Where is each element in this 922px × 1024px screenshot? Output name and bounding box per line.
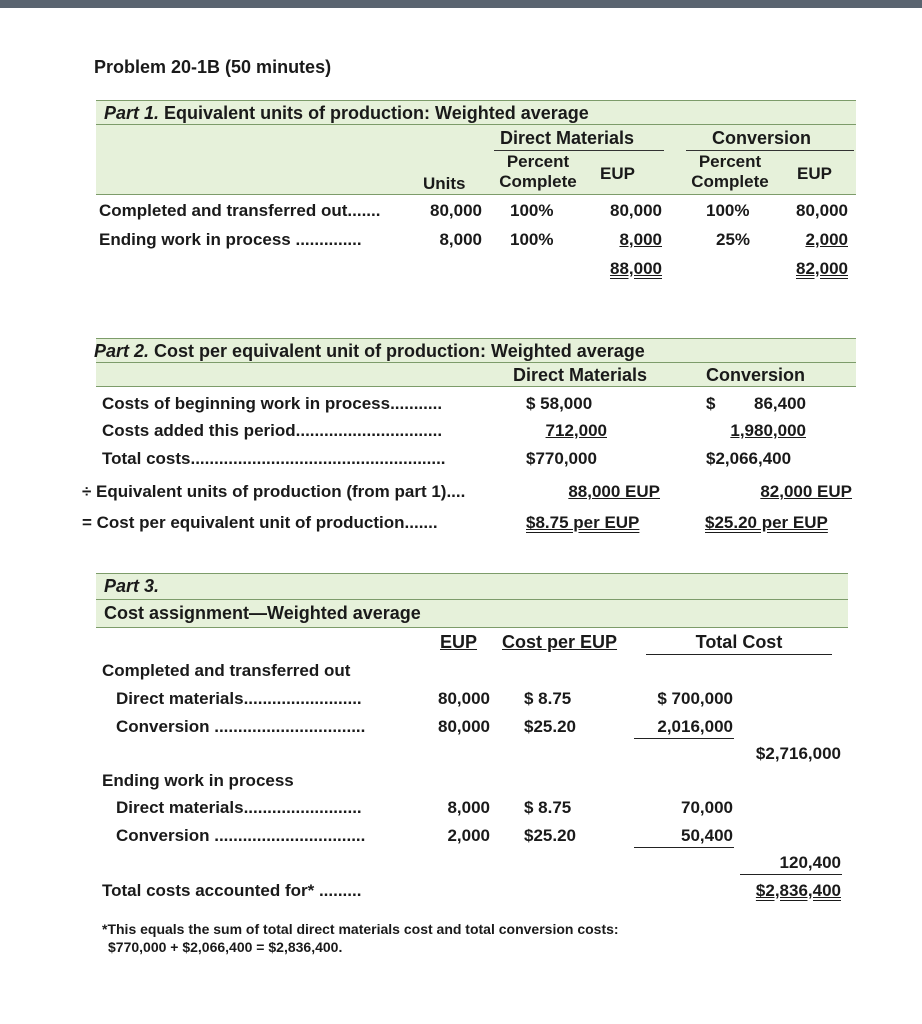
percent-header-line2: Complete <box>691 172 769 191</box>
part3-completed-conv-cpe: $25.20 <box>524 717 576 736</box>
part3-heading-text: Cost assignment—Weighted average <box>104 603 421 623</box>
part3-ending-total: 120,400 <box>779 853 841 872</box>
part2-heading-text: Cost per equivalent unit of production: Weighted average <box>154 341 645 361</box>
footnote-line2: $770,000 + $2,066,400 = $2,836,400. <box>108 939 343 955</box>
part3-completed-dm-cost: $ 700,000 <box>657 689 733 708</box>
part3-total-header: Total Cost <box>695 632 783 652</box>
part2-row-beginning-label: Costs of beginning work in process........... <box>102 394 443 413</box>
part1-row-completed-conv-pct: 100% <box>706 201 750 220</box>
percent-header-line1: Percent <box>506 152 570 171</box>
part1-conv-header-rule <box>686 150 854 151</box>
part1-title-rule <box>96 124 856 125</box>
part3-title-rule <box>96 599 848 600</box>
part1-dm-header: Direct Materials <box>500 128 635 148</box>
part3-ending-cost-rule <box>634 847 734 848</box>
part1-row-completed-conv-eup: 80,000 <box>796 201 848 220</box>
part2-cost-conv: $25.20 per EUP <box>705 513 828 532</box>
part2-row-added-label: Costs added this period............................... <box>102 421 443 440</box>
part2-row-beginning-conv: 86,400 <box>754 394 806 413</box>
part1-heading <box>104 103 589 124</box>
part3-ending-dm-cpe: $ 8.75 <box>524 798 572 817</box>
problem-title: Problem 20-1B (50 minutes) <box>94 57 332 77</box>
part2-eup-dm: 88,000 EUP <box>568 482 660 501</box>
part2-row-added-conv: 1,980,000 <box>730 421 806 440</box>
part1-units-header: Units <box>423 174 466 193</box>
part2-heading-label: Part 2. <box>94 341 150 361</box>
part3-completed-cost-rule <box>634 738 734 739</box>
part3-grand-label: Total costs accounted for* ......... <box>102 881 362 900</box>
part1-conv-eup-header: EUP <box>797 164 832 183</box>
part2-row-beginning-conv-sign: $ <box>706 394 716 413</box>
part2-eup-label: ÷ Equivalent units of production (from part 1).... <box>82 482 466 501</box>
part3-ending-total-rule <box>740 874 842 875</box>
part2-dm-header: Direct Materials <box>513 365 648 385</box>
part2-row-total-conv: $2,066,400 <box>706 449 792 468</box>
part1-row-completed-label: Completed and transferred out....... <box>99 201 381 220</box>
part3-ending-conv-cost: 50,400 <box>681 826 733 845</box>
part3-grand-total: $2,836,400 <box>755 881 841 900</box>
part3-ending-dm-cost: 70,000 <box>681 798 733 817</box>
footnote-line1: *This equals the sum of total direct materials cost and total conversion costs: <box>102 921 619 937</box>
part2-title-rule <box>96 362 856 363</box>
part1-header-bottom-rule <box>96 194 856 195</box>
part3-completed-dm-cpe: $ 8.75 <box>524 689 572 708</box>
part3-total-header-rule <box>646 654 832 655</box>
part3-completed-conv-eup: 80,000 <box>438 717 490 736</box>
part1-row-completed-units: 80,000 <box>430 201 482 220</box>
part2-header-bottom-rule <box>96 386 856 387</box>
part1-conv-header: Conversion <box>712 128 812 148</box>
part1-row-completed-dm-pct: 100% <box>510 201 554 220</box>
part3-ending-dm-label: Direct materials......................... <box>116 798 362 817</box>
part2-cost-dm: $8.75 per EUP <box>526 513 640 532</box>
part3-completed-dm-eup: 80,000 <box>438 689 490 708</box>
percent-header-line2: Complete <box>499 172 577 191</box>
part1-row-ending-units: 8,000 <box>439 230 482 249</box>
part1-dm-eup-header: EUP <box>600 164 635 183</box>
part2-row-added-dm: 712,000 <box>545 421 607 440</box>
part2-conv-header: Conversion <box>706 365 806 385</box>
part3-completed-label: Completed and transferred out <box>102 661 351 680</box>
part2-row-total-label: Total costs...................................................... <box>102 449 446 468</box>
part1-row-ending-dm-eup: 8,000 <box>619 230 662 249</box>
part3-ending-label: Ending work in process <box>102 771 294 790</box>
part1-dm-total: 88,000 <box>610 259 662 278</box>
part3-ending-conv-eup: 2,000 <box>447 826 490 845</box>
part2-cost-label: = Cost per equivalent unit of production....... <box>82 513 438 532</box>
part3-ending-conv-cpe: $25.20 <box>524 826 576 845</box>
part1-dm-header-rule <box>494 150 664 151</box>
part3-completed-conv-cost: 2,016,000 <box>657 717 733 736</box>
part1-row-completed-dm-eup: 80,000 <box>610 201 662 220</box>
part1-dm-percent-header <box>490 152 586 192</box>
part3-eup-header: EUP <box>440 632 478 652</box>
part3-completed-conv-label: Conversion ................................ <box>116 717 366 736</box>
part3-cpe-header: Cost per EUP <box>502 632 618 652</box>
part3-ending-dm-eup: 8,000 <box>447 798 490 817</box>
part1-row-ending-label: Ending work in process .............. <box>99 230 362 249</box>
part1-row-ending-conv-pct: 25% <box>716 230 751 249</box>
part2-row-total-dm: $770,000 <box>526 449 597 468</box>
part3-completed-dm-label: Direct materials......................... <box>116 689 362 708</box>
part3-completed-total: $2,716,000 <box>755 744 841 763</box>
part2-heading <box>94 341 645 362</box>
part3-ending-conv-label: Conversion ................................ <box>116 826 366 845</box>
part1-heading-label: Part 1. <box>104 103 160 123</box>
part1-conv-total: 82,000 <box>796 259 848 278</box>
part1-conv-percent-header <box>682 152 778 192</box>
window-top-bar <box>0 0 922 8</box>
part2-eup-conv: 82,000 EUP <box>760 482 852 501</box>
part3-heading-label: Part 3. <box>104 576 160 596</box>
percent-header-line1: Percent <box>698 152 762 171</box>
part1-heading-text: Equivalent units of production: Weighted average <box>164 103 589 123</box>
part2-row-beginning-dm: $ 58,000 <box>526 394 593 413</box>
part1-row-ending-conv-eup: 2,000 <box>805 230 848 249</box>
part1-row-ending-dm-pct: 100% <box>510 230 554 249</box>
part3-header-bottom-rule <box>96 627 848 628</box>
